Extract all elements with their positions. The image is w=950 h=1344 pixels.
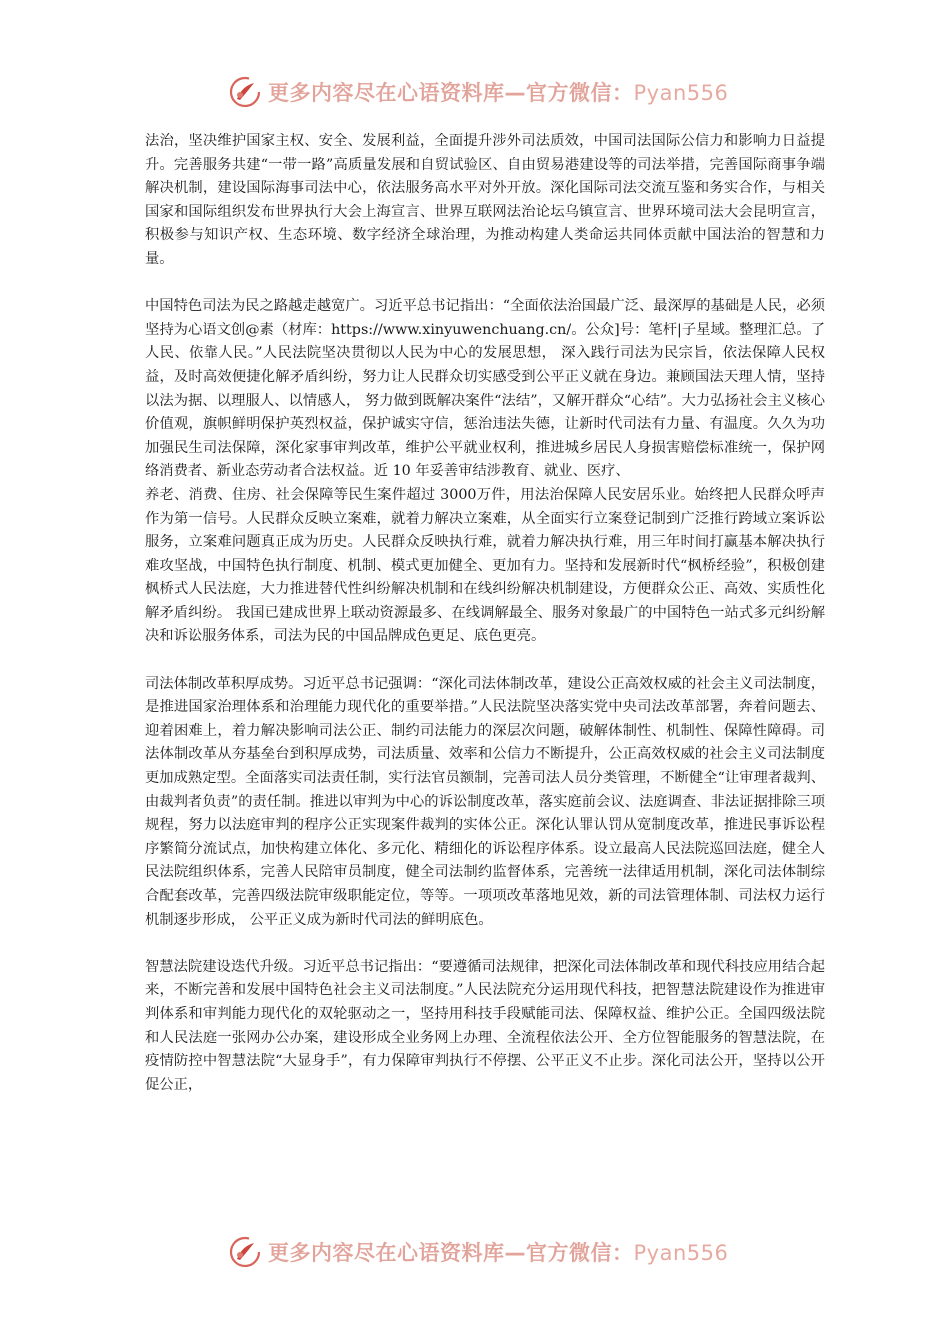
paragraph-judicial-reform: 司法体制改革积厚成势。习近平总书记强调：“深化司法体制改革，建设公正高效权威的社会主义司法制度，是推进国家治理体系和治理能力现代化的重要举措。”人民法院坚决落实党中央司法改革部署，奔着问题去、迎着困难上，着力解决影响司法公正、制约司法能力的深层次问题，破解体制性、机制性、保障性障碍。司法体制改革从夯基垒台到积厚成势，司法质量、效率和公信力不断提升，公正高效权威的社会主义司法制度更加成熟定型。全面落实司法责任制，实行法官员额制，完善司法人员分类管理，不断健全“让审理者裁判、由裁判者负责”的责任制。推进以审判为中心的诉讼制度改革，落实庭前会议、法庭调查、非法证据排除三项规程，努力以法庭审判的程序公正实现案件裁判的实体公正。深化认罪认罚从宽制度改革，推进民事诉讼程序繁简分流试点，加快构建立体化、多元化、精细化的诉讼程序体系。设立最高人民法院巡回法庭，健全人民法院组织体系，完善人民陪审员制度，健全司法制约监督体系，完善统一法律适用机制，深化司法体制综合配套改革，完善四级法院审级职能定位，等等。一项项改革落地见效，新的司法管理体制、司法权力运行机制逐步形成， 公平正义成为新时代司法的鲜明底色。 [145, 675, 825, 928]
paragraph-justice-for-people: 中国特色司法为民之路越走越宽广。习近平总书记指出：“全面依法治国最广泛、最深厚的基础是人民，必须坚持为心语文创@素（材库：https://www.xinyuwenchuang.cn/。公众]号：笔杆|子星域。整理汇总。了人民、依靠人民。”人民法院坚决贯彻以人民为中心的发展思想， 深入践行司法为民宗旨，依法保障人民权益，及时高效便捷化解矛盾纠纷，努力让人民群众切实感受到公平正义就在身边。兼顾国法天理人情，坚持以法为据、以理服人、以情感人， 努力做到既解决案件“法结”，又解开群众“心结”。大力弘扬社会主义核心价值观，旗帜鲜明保护英烈权益，保护诚实守信，惩治违法失德，让新时代司法有力量、有温度。久久为功加强民生司法保障，深化家事审判改革，维护公平就业权利，推进城乡居民人身损害赔偿标准统一，保护网络消费者、新业态劳动者合法权益。近 10 年妥善审结涉教育、就业、医疗、 [145, 298, 825, 480]
paragraph-smart-courts: 智慧法院建设迭代升级。习近平总书记指出：“要遵循司法规律，把深化司法体制改革和现代科技应用结合起来，不断完善和发展中国特色社会主义司法制度。”人民法院充分运用现代科技，把智慧法院建设作为推进审判体系和审判能力现代化的双轮驱动之一，坚持用科技手段赋能司法、保障权益、维护公正。全国四级法院和人民法庭一张网办公办案，建设形成全业务网上办理、全流程依法公开、全方位智能服务的智慧法院，在疫情防控中智慧法院“大显身手”，有力保障审判执行不停摆、公平正义不止步。深化司法公开，坚持以公开促公正， [145, 958, 825, 1093]
brush-logo-icon [228, 1235, 262, 1269]
banner-text [268, 1237, 728, 1267]
footer-watermark-banner [228, 1232, 748, 1272]
banner-label: 更多内容尽在心语资料库—官方微信： [268, 81, 634, 105]
paragraph-foreign-justice: 法治，坚决维护国家主权、安全、发展利益，全面提升涉外司法质效，中国司法国际公信力和影响力日益提升。完善服务共建“一带一路”高质量发展和自贸试验区、自由贸易港建设等的司法举措，完善国际商事争端解决机制，建设国际海事司法中心，依法服务高水平对外开放。深化国际司法交流互鉴和务实合作，与相关国家和国际组织发布世界执行大会上海宣言、世界互联网法治论坛乌镇宣言、世界环境司法大会昆明宣言，积极参与知识产权、生态环境、数字经济全球治理，为推动构建人类命运共同体贡献中国法治的智慧和力量。 [145, 133, 825, 267]
header-watermark-banner [228, 72, 748, 112]
paragraph-livelihood-cases: 养老、消费、住房、社会保障等民生案件超过 3000万件，用法治保障人民安居乐业。始终把人民群众呼声作为第一信号。人民群众反映立案难，就着力解决立案难，从全面实行立案登记制到广泛推行跨域立案诉讼服务，立案难问题真正成为历史。人民群众反映执行难，就着力解决执行难，用三年时间打赢基本解决执行难攻坚战，中国特色执行制度、机制、模式更加健全、更加有力。坚持和发展新时代“枫桥经验”，积极创建枫桥式人民法庭，大力推进替代性纠纷解决机制和在线纠纷解决机制建设，方便群众公正、高效、实质性化解矛盾纠纷。 我国已建成世界上联动资源最多、在线调解最全、服务对象最广的中国特色一站式多元纠纷解决和诉讼服务体系，司法为民的中国品牌成色更足、底色更亮。 [145, 486, 825, 645]
banner-wechat-id: Pyan556 [633, 1241, 729, 1265]
banner-wechat-id: Pyan556 [633, 81, 729, 105]
document-body [145, 130, 825, 1121]
banner-label: 更多内容尽在心语资料库—官方微信： [268, 1241, 634, 1265]
banner-text [268, 77, 728, 107]
brush-logo-icon [228, 75, 262, 109]
